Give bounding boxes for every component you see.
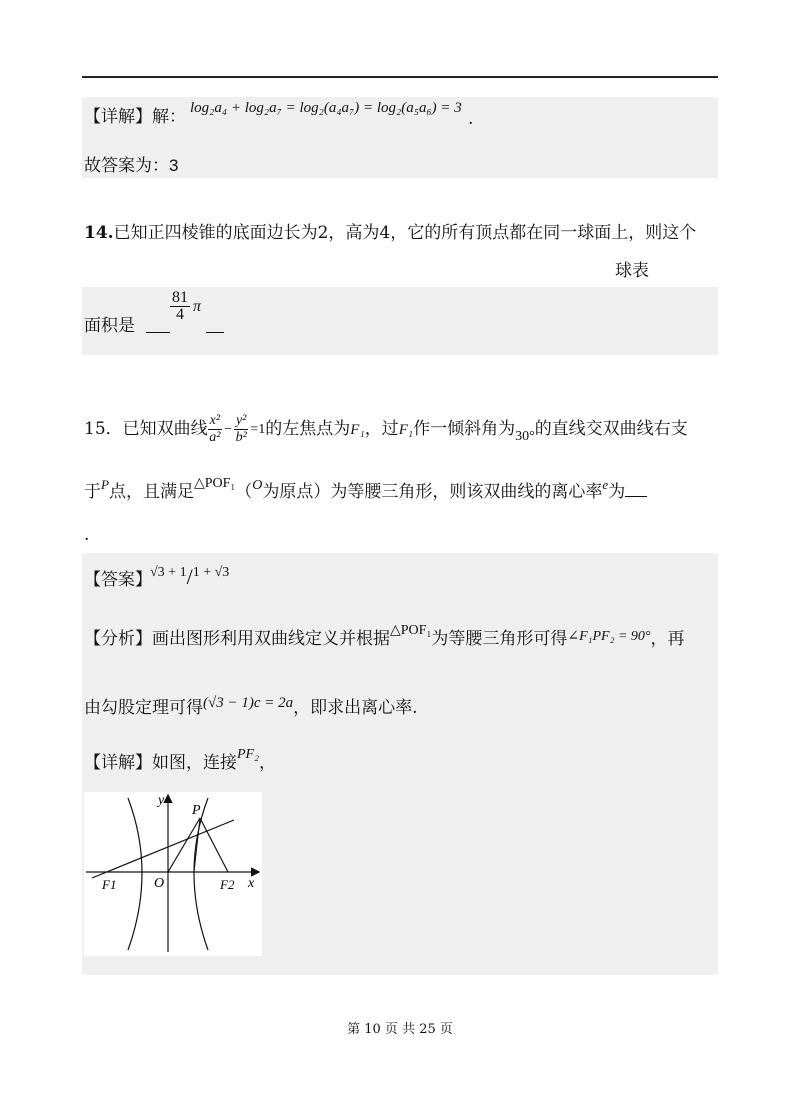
header-rule: [82, 76, 718, 78]
analysis-line-1: 【分析】画出图形利用双曲线定义并根据$^{\triangle POF_1}$为等腰三角形可得$^{\angle F_1PF_2 = 90^\circ}$，再: [84, 623, 685, 649]
q14-blank-right: [206, 332, 224, 333]
q14-blank-left: [146, 332, 170, 333]
answer-line-1: 故答案为：3: [84, 156, 179, 176]
answer-label: 【答案】: [84, 570, 152, 590]
q14-area-label: 面积是: [84, 316, 135, 336]
line-F1-P: [92, 820, 234, 878]
detail-line-2: 【详解】如图，连接$^{PF_2}$，: [84, 747, 276, 773]
detail-label: 【详解】解：: [84, 107, 186, 127]
segment-P-F2: [200, 818, 228, 872]
answer-value: √3 + 1/1 + √3: [150, 564, 230, 589]
formula-period: .: [468, 109, 474, 129]
question-15-line-2: 于$^P$点，且满足$^{\triangle POF_1}$（$^O$为原点）为等腰三角形，则该双曲线的离心率$^e$为: [84, 481, 647, 505]
hyperbola-diagram: [84, 792, 262, 956]
hyperbola-figure: [84, 792, 262, 956]
q14-fraction: $\frac{81}{4}$ π: [172, 289, 202, 323]
left-branch: [128, 798, 142, 950]
label-F1: F1: [102, 877, 117, 892]
log-formula: log₂a₄ + log₂a₇ = log₂(a₄a₇) = log₂(a₅a₆) = 3: [190, 100, 462, 116]
analysis-line-2: 由勾股定理可得(√3 − 1)c = 2a，即求出离心率.: [84, 695, 418, 718]
question-15-line-1: 15．已知双曲线 $\frac{\text{x²}}{\text{a²}}$ − $\frac{\text{y²}}{\text{b²}}$ =1 的左焦点为F₁，过F₁作一倾斜角为$_{30^\circ}$的直线交双曲线右支: [84, 413, 688, 445]
label-y: y: [158, 793, 165, 808]
label-P: P: [192, 803, 201, 818]
question-14: 14.已知正四棱锥的底面边长为2，高为4，它的所有顶点都在同一球面上，则这个: [84, 223, 697, 243]
page-footer: 第 10 页 共 25 页: [347, 1022, 453, 1037]
label-O: O: [154, 876, 165, 891]
label-x: x: [248, 876, 255, 891]
question-15-dot: .: [84, 525, 90, 545]
label-F2: F2: [220, 877, 235, 892]
question-14-tail: 球表: [615, 261, 649, 281]
